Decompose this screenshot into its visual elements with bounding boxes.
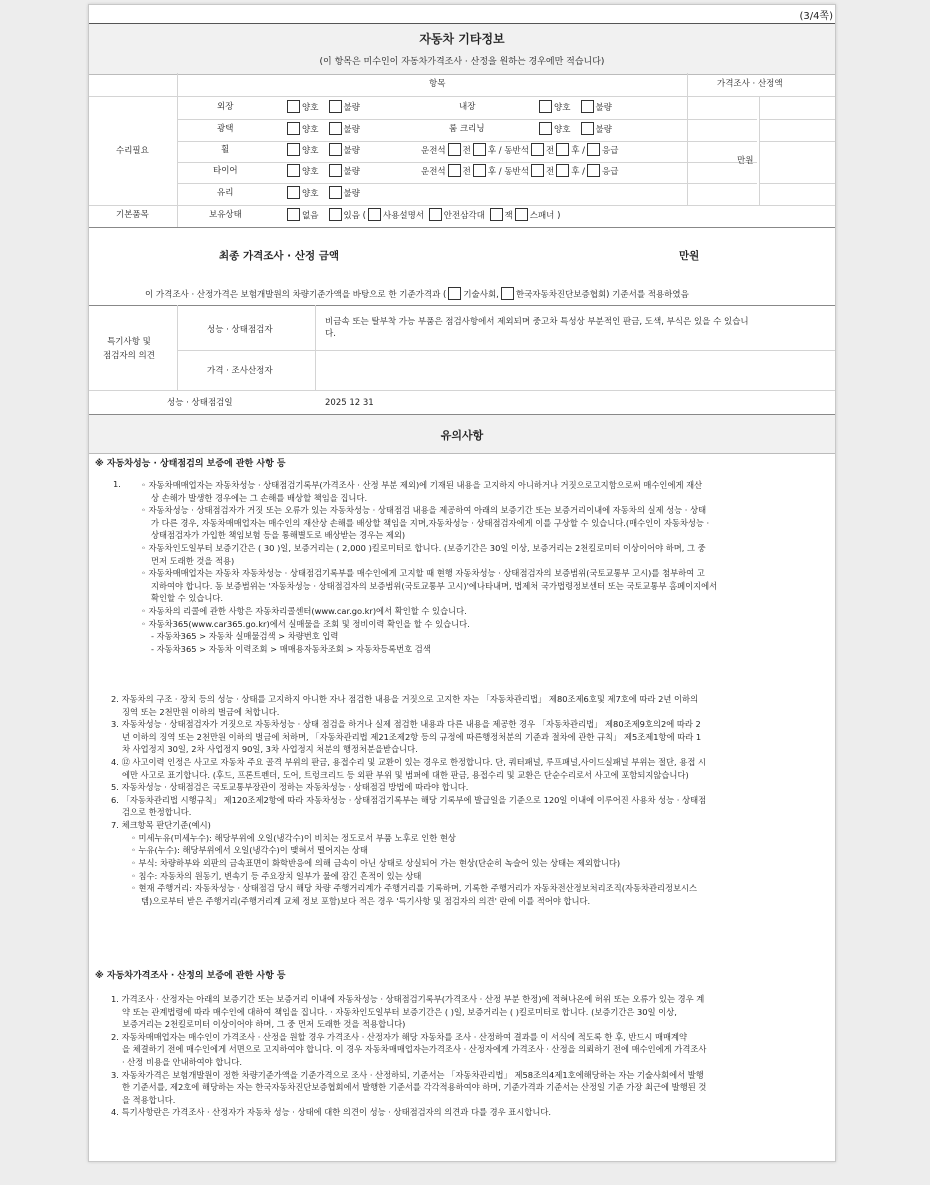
glass-good-checkbox[interactable]: [287, 186, 300, 199]
page-subtitle: (이 항목은 미수인이 자동차가격조사 · 산정을 원하는 경우에만 적습니다): [319, 57, 605, 67]
items-2-6: [111, 693, 706, 907]
section-header: [89, 23, 835, 75]
wheel-passenger-rear-checkbox[interactable]: [556, 143, 569, 156]
s2-item3-line: 자동차가격은 보험개발원이 정한 차량기준가액을 기준가격으로 조사 · 산정하되, 기준서는 「자동차관리법」 제58조의4제1호에해당하는 자는 기술사회에서 발행: [121, 1069, 704, 1080]
item5: [111, 781, 706, 794]
item6-line: 검으로 한정합니다.: [122, 807, 192, 818]
holdings-have-label: 있음 (: [343, 211, 366, 221]
item4-line: ⑫ 사고이력 인정은 사고로 자동차 주요 골격 부위의 판금, 용접수리 및 교환이 있는 경우로 한정합니다. 단, 쿼터패널, 루프패널,사이드실패널 부위는 절단, 용접 시: [121, 757, 707, 768]
spanner-label: 스패너 ): [529, 211, 561, 221]
tire-options: [285, 164, 360, 178]
item1-line: ◦ 자동차의 리콜에 관한 사항은 자동차리콜센터(www.car.go.kr)에서 확인할 수 있습니다.: [141, 606, 467, 617]
item7-number: 7.: [111, 820, 119, 831]
basis-tech-label: 기술사회,: [463, 290, 499, 300]
tire-driver-front-checkbox[interactable]: [448, 164, 461, 177]
manual-checkbox[interactable]: [368, 208, 381, 221]
s2-item3-line: 한 기준서를, 제2호에 해당하는 자는 한국자동차진단보증협회에서 발행한 기준서를 각각적용하여야 하며, 기준가격과 기준서는 산정일 기준 가장 최근에 발행된 것: [122, 1082, 707, 1093]
exterior-good-checkbox[interactable]: [287, 100, 300, 113]
item1-line: ◦ 자동차매매업자는 자동차성능 · 상태점검기록부(가격조사 · 산정 부분 제외)에 기재된 내용을 고지하지 아니하거나 거짓으로고지함으로써 매수인에게 재산: [141, 480, 703, 490]
perf-inspector-text-line1: 비금속 또는 탈부착 가능 부품은 점검사항에서 제외되며 중고차 특성상 부분적인 판금, 도색, 부식은 있을 수 있습니: [325, 317, 749, 327]
glass-bad-label: 불량: [343, 189, 360, 199]
item7-line: ◦ 누유(누수): 해당부위에서 오일(냉각수)이 맺혀서 떨어지는 상태: [131, 845, 368, 856]
page-number: (3/4쪽): [799, 11, 833, 22]
tire-spare-label: 응급: [602, 167, 619, 177]
holdings-none-label: 없음: [302, 211, 319, 221]
interior-good-label: 양호: [554, 103, 571, 113]
tire-good-checkbox[interactable]: [287, 164, 300, 177]
gloss-bad-label: 불량: [343, 125, 360, 135]
basis-assoc-label: 한국자동차진단보증협회) 기준서를 적용하였음: [515, 290, 689, 300]
inspection-date-value: 2025 12 31: [325, 398, 374, 408]
jack-checkbox[interactable]: [490, 208, 503, 221]
wheel-options: [285, 143, 360, 157]
holdings-none-checkbox[interactable]: [287, 208, 300, 221]
s2-item4: [111, 1106, 706, 1119]
s2-item1-line: 약 또는 관계법령에 따라 매수인에 대하여 책임을 집니다. · 자동차인도일부터 보증기간은 ( )일, 보증거리는 ( )킬로미터로 합니다. (보증기간은 30일 이상,: [122, 1006, 677, 1017]
item3-line: 년 이하의 징역 또는 2천만원 이하의 벌금에 처하며, 「자동차관리법 제21조제2항 등의 규정에 따른행정처분의 기준과 절차에 관한 규칙」 제5조제1항에 따라 1: [122, 731, 702, 742]
item7-line: 템)으로부터 받은 주행거리(주행거리계 교체 정보 포함)보다 적은 경우 '특기사항 및 점검자의 의견' 란에 이를 적어야 합니다.: [141, 895, 591, 906]
document-page: [88, 4, 836, 1162]
wheel-good-checkbox[interactable]: [287, 143, 300, 156]
s2-item2-line: · 산정 비용을 안내하여야 합니다.: [122, 1057, 243, 1068]
basic-group-label: 기본품목: [116, 210, 149, 220]
s2-item2-number: 2.: [111, 1031, 119, 1042]
item6: [111, 794, 706, 807]
exterior-good-label: 양호: [302, 103, 319, 113]
tire-driver-rear-checkbox[interactable]: [473, 164, 486, 177]
s2-item1-number: 1.: [111, 994, 119, 1004]
gloss-good-checkbox[interactable]: [287, 122, 300, 135]
item1-line: ◦ 자동차성능 · 상태점검자가 거짓 또는 오류가 있는 자동차성능 · 상태점검 내용을 제공하여 아래의 보증기간 또는 보증거리이내에 자동차의 실제 성능 · 상태: [141, 505, 707, 516]
wheel-bad-label: 불량: [343, 146, 360, 156]
exterior-options: [285, 100, 360, 114]
s2-item1: [111, 993, 706, 1006]
s2-item3-line: 을 적용합니다.: [122, 1094, 176, 1105]
item3: [111, 718, 706, 731]
room-cleaning-options: [537, 122, 612, 136]
holdings-options: [285, 208, 560, 222]
glass-bad-checkbox[interactable]: [329, 186, 342, 199]
row-exterior-label: 외장: [217, 102, 234, 112]
section2-title: ※ 자동차가격조사 · 산정의 보증에 관한 사항 등: [95, 971, 286, 981]
glass-options: [285, 186, 360, 200]
final-price-unit: 만원: [679, 250, 700, 262]
wheel-driver-front-label: 전: [462, 146, 471, 156]
col-item-header: 항목: [429, 79, 446, 89]
item1-line: - 자동차365 > 자동차 실매물검색 > 차량번호 입력: [151, 631, 339, 642]
exterior-bad-checkbox[interactable]: [329, 100, 342, 113]
item1-line: ◦ 자동차365(www.car365.go.kr)에서 실매물을 조회 및 정비이력 확인을 할 수 있습니다.: [141, 618, 470, 629]
spanner-checkbox[interactable]: [515, 208, 528, 221]
tire-driver-label: 운전석: [421, 167, 446, 177]
basis-tech-checkbox[interactable]: [448, 287, 461, 300]
page-title: 자동차 기타정보: [419, 32, 505, 46]
tire-passenger-front-checkbox[interactable]: [531, 164, 544, 177]
remarks-label-line2: 점검자의 의견: [103, 350, 155, 361]
interior-options: [537, 100, 612, 114]
section2-items: [111, 993, 706, 1119]
row-room-cleaning-label: 룸 크리닝: [449, 124, 485, 134]
interior-good-checkbox[interactable]: [539, 100, 552, 113]
remarks-label-line1: 특기사항 및: [107, 337, 151, 347]
wheel-driver-rear-label: 후: [487, 146, 497, 156]
basis-prefix: 이 가격조사 · 산정가격은 보험개발원의 차량기준가액을 바탕으로 한 기준가격과 (: [145, 290, 447, 300]
manual-label: 사용설명서: [383, 211, 425, 221]
item5-line: 자동차성능 · 상태점검은 국토교통부장관이 정하는 자동차성능 · 상태점검 방법에 따라야 합니다.: [121, 782, 469, 793]
item4: [111, 756, 706, 769]
room-cleaning-good-label: 양호: [554, 125, 571, 135]
inspection-date-label: 성능 · 상태점검일: [167, 398, 233, 408]
item1-line: ◦ 자동차인도일부터 보증기간은 ( 30 )일, 보증거리는 ( 2,000 )킬로미터로 합니다. (보증기간은 30일 이상, 보증거리는 2천킬로미터 이상이어야 하며, 그 중: [141, 543, 706, 554]
row-gloss-label: 광택: [217, 124, 234, 134]
item1-line: 상태점검자가 가입한 책임보험 등을 통해별도로 배상받는 경우는 제외): [151, 530, 406, 541]
item5-number: 5.: [111, 782, 119, 793]
wheel-good-label: 양호: [302, 146, 319, 156]
item7: [111, 819, 706, 832]
item1-number: 1.: [113, 479, 121, 489]
remarks-label: [103, 336, 155, 363]
gloss-options: [285, 122, 360, 136]
gloss-good-label: 양호: [302, 125, 319, 135]
wheel-axle-options: 운전석 전 후 / 동반석 전 후 / 응급: [421, 143, 618, 157]
wheel-driver-front-checkbox[interactable]: [448, 143, 461, 156]
tire-passenger-front-label: 전: [545, 167, 555, 177]
s2-item3: [111, 1069, 706, 1082]
wheel-spare-label: 응급: [602, 146, 619, 156]
item1-line: 지하여야 합니다. 동 보증범위는 '자동차성능 · 상태점검자의 보증범위(국토교통부 고시)'에나타내며, 법제처 국가법령정보센터 또는 국토교통부 홈페이지에서: [151, 580, 718, 591]
item1-text: [141, 479, 717, 656]
item2-line: 자동차의 구조 · 장치 등의 성능 · 상태를 고지하지 아니한 자나 점검한 내용을 거짓으로 고지한 자는 「자동차관리법」 제80조제6호및 제7호에 따라 2년 이하의: [121, 694, 699, 704]
notes-title: 유의사항: [440, 429, 484, 442]
item1-line: 먼저 도래한 것을 적용): [151, 555, 235, 566]
tire-spare-checkbox[interactable]: [587, 164, 600, 177]
item6-number: 6.: [111, 794, 119, 805]
wheel-passenger-rear-label: 후: [571, 146, 580, 156]
item4-line: 에만 사고로 표기합니다. (후드, 프론트펜더, 도어, 트렁크리드 등 외판 부위 및 범퍼에 대한 판금, 용접수리 및 교환은 단순수리로서 사고에 포함되지않습니다): [122, 769, 689, 780]
row-glass-label: 유리: [217, 188, 234, 198]
room-cleaning-bad-checkbox[interactable]: [581, 122, 594, 135]
row-wheel-label: 휠: [221, 145, 230, 155]
tire-driver-rear-label: 후: [487, 167, 497, 177]
tire-good-label: 양호: [302, 167, 319, 177]
item2-line: 징역 또는 2천만원 이하의 벌금에 처합니다.: [122, 706, 280, 717]
item6-line: 「자동차관리법 시행규칙」 제120조제2항에 따라 자동차성능 · 상태점검기록부는 해당 기록부에 발급일을 기준으로 120일 이내에 이루어진 사용차 성능 · 상태점: [121, 794, 707, 805]
wheel-driver-rear-checkbox[interactable]: [473, 143, 486, 156]
item7-line: ◦ 미세누유(미세누수): 해당부위에 오일(냉각수)이 비치는 정도로서 부품 노후로 인한 현상: [131, 832, 456, 843]
gloss-bad-checkbox[interactable]: [329, 122, 342, 135]
item3-line: 자동차성능 · 상태점검자가 거짓으로 자동차성능 · 상태 점검을 하거나 실제 점검한 내용과 다른 내용을 제공한 경우 「자동차관리법」 제80조제9호의2에 따라 2: [121, 719, 701, 730]
tire-passenger-rear-label: 후: [571, 167, 580, 177]
price-assessor-label: 가격 · 조사산정자: [207, 366, 273, 376]
s2-item2: [111, 1031, 706, 1044]
repair-group-label: 수리필요: [116, 146, 149, 156]
perf-inspector-text-line2: 다.: [325, 329, 336, 340]
tire-passenger-label: / 동반석: [498, 167, 529, 177]
tire-driver-front-label: 전: [462, 167, 471, 177]
s2-item4-line: 특기사항란은 가격조사 · 산정자가 자동차 성능 · 상태에 대한 의견이 성능 · 상태점검자의 의견과 다를 경우 표시합니다.: [121, 1107, 552, 1118]
row-tire-label: 타이어: [213, 166, 238, 176]
tire-axle-options: 운전석 전 후 / 동반석 전 후 / 응급: [421, 164, 618, 178]
item2-number: 2.: [111, 694, 119, 704]
item2: [111, 693, 706, 706]
perf-inspector-text: [325, 316, 749, 341]
triangle-checkbox[interactable]: [429, 208, 442, 221]
interior-bad-label: 불량: [595, 103, 612, 113]
item1-line: 상 손해가 발생한 경우에는 그 손해를 배상할 책임을 집니다.: [151, 492, 368, 503]
item7-line: ◦ 현재 주행거리: 자동차성능 · 상태점검 당시 해당 차량 주행거리계가 주행거리를 기록하며, 기록한 주행거리가 자동차전산정보처리조직(자동차관리정보시스: [131, 883, 698, 894]
wheel-driver-label: 운전석: [421, 146, 446, 156]
wheel-passenger-label: / 동반석: [498, 146, 529, 156]
notes-header: [89, 415, 835, 454]
item7-line: 체크항목 판단기준(예시): [121, 820, 211, 831]
item3-number: 3.: [111, 719, 119, 730]
s2-item4-number: 4.: [111, 1107, 119, 1118]
glass-good-label: 양호: [302, 189, 319, 199]
s2-item1-line: 가격조사 · 산정자는 아래의 보증기간 또는 보증거리 이내에 자동차성능 · 상태점검기록부(가격조사 · 산정 부분 한정)에 적혀나온에 허위 또는 오류가 있는 경우 계: [121, 994, 705, 1004]
item1-line: - 자동차365 > 자동차 이력조회 > 매매용자동차조회 > 자동차등록번호 검색: [151, 643, 431, 654]
room-cleaning-bad-label: 불량: [595, 125, 612, 135]
final-price-basis: [145, 287, 689, 301]
item7-line: ◦ 침수: 자동차의 원동기, 변속기 등 주요장치 일부가 물에 잠긴 흔적이 있는 상태: [131, 870, 422, 881]
wheel-bad-checkbox[interactable]: [329, 143, 342, 156]
s2-item3-number: 3.: [111, 1069, 119, 1080]
tire-bad-checkbox[interactable]: [329, 164, 342, 177]
item3-line: 차 사업정지 30일, 2차 사업정지 90일, 3차 사업정지 처분의 행정처분을받습니다.: [122, 744, 418, 755]
room-cleaning-good-checkbox[interactable]: [539, 122, 552, 135]
exterior-bad-label: 불량: [343, 103, 360, 113]
basis-assoc-checkbox[interactable]: [501, 287, 514, 300]
s2-item1-line: 보증거리는 2천킬로미터 이상이어야 하며, 그 중 먼저 도래한 것을 적용합니다): [122, 1019, 406, 1030]
jack-label: 잭: [504, 211, 513, 221]
col-price-header: 가격조사 · 산정액: [717, 79, 783, 89]
repair-price-unit: 만원: [737, 156, 754, 166]
triangle-label: 안전삼각대: [443, 211, 485, 221]
tire-bad-label: 불량: [343, 167, 360, 177]
item1-line: 가 다른 경우, 자동차매매업자는 매수인의 재산상 손해를 배상할 책임을 지며,자동차성능 · 상태점검자에게 이를 구상할 수 있습니다.(매수인이 자동차성능 ·: [151, 517, 710, 528]
interior-bad-checkbox[interactable]: [581, 100, 594, 113]
final-price-label: 최종 가격조사 · 산정 금액: [219, 250, 340, 262]
row-holdings-label: 보유상태: [209, 210, 242, 220]
wheel-passenger-front-label: 전: [545, 146, 555, 156]
item4-number: 4.: [111, 757, 119, 768]
perf-inspector-label: 성능 · 상태점검자: [207, 325, 273, 335]
s2-item2-line: 을 체결하기 전에 매수인에게 서면으로 고지하여야 합니다. 이 경우 자동차매매업자는가격조사 · 산정자에게 가격조사 · 산정을 의뢰하기 전에 매수인에게 가격조사: [122, 1044, 707, 1055]
item1-line: ◦ 자동차매매업자는 자동차 자동차성능 · 상태점검기록부를 매수인에게 고지할 때 현행 자동차성능 · 상태점검자의 보증범위(국토교통부 고시)를 첨부하여 고: [141, 568, 705, 579]
s2-item2-line: 자동차매매업자는 매수인이 가격조사 · 산정을 원할 경우 가격조사 · 산정자가 해당 자동차를 조사 · 산정하여 결과를 이 서식에 적도록 한 후, 반드시 매매계약: [121, 1031, 688, 1042]
section1-title: ※ 자동차성능 · 상태점검의 보증에 관한 사항 등: [95, 459, 286, 469]
holdings-have-checkbox[interactable]: [329, 208, 342, 221]
row-interior-label: 내장: [459, 102, 476, 112]
item7-line: ◦ 부식: 차량하부와 외판의 금속표면이 화학반응에 의해 금속이 아닌 상태로 상실되어 가는 현상(단순히 녹슬어 있는 상태는 제외합니다): [131, 857, 621, 868]
tire-passenger-rear-checkbox[interactable]: [556, 164, 569, 177]
item1-line: 확인할 수 있습니다.: [151, 593, 224, 604]
wheel-spare-checkbox[interactable]: [587, 143, 600, 156]
wheel-passenger-front-checkbox[interactable]: [531, 143, 544, 156]
